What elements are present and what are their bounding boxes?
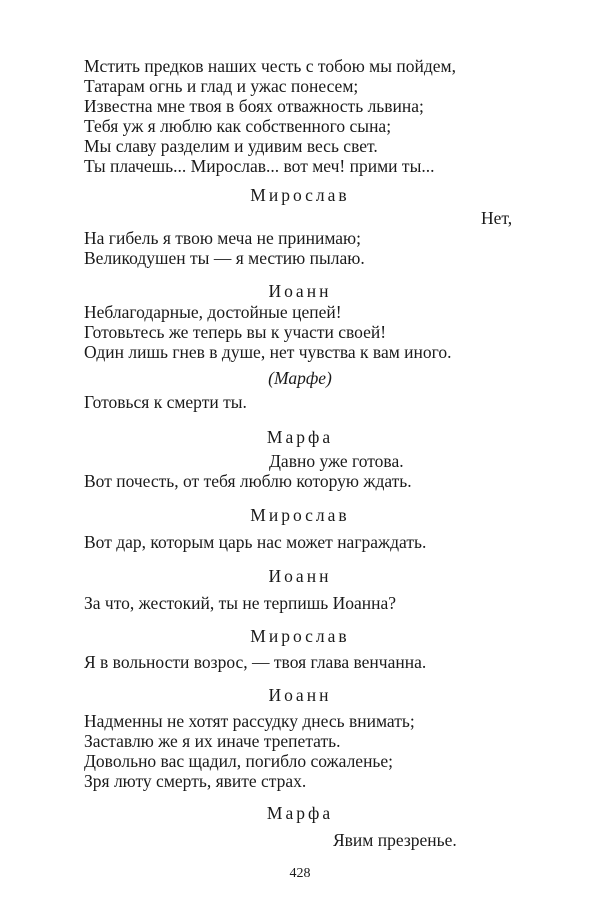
speaker-name: Марфа <box>266 803 334 823</box>
verse-line: Нет, <box>481 208 513 228</box>
verse-line: Давно уже готова. <box>269 451 404 471</box>
speaker-name: Марфа <box>266 427 334 447</box>
stage-direction: (Марфе) <box>268 368 332 388</box>
verse-line: Известна мне твоя в боях отважность львина; <box>84 96 424 116</box>
verse-line: Зря люту смерть, явите страх. <box>84 771 307 791</box>
verse-line: Заставлю же я их иначе трепетать. <box>84 731 341 751</box>
verse-line: Вот дар, которым царь нас может награждать. <box>84 532 427 552</box>
verse-line: На гибель я твою меча не принимаю; <box>84 228 361 248</box>
speaker-name: Иоанн <box>268 566 332 586</box>
verse-line: Неблагодарные, достойные цепей! <box>84 302 342 322</box>
verse-line: Один лишь гнев в душе, нет чувства к вам иного. <box>84 342 452 362</box>
verse-line: Тебя уж я люблю как собственного сына; <box>84 116 392 136</box>
verse-line: Великодушен ты — я местию пылаю. <box>84 248 365 268</box>
verse-line: Довольно вас щадил, погибло сожаленье; <box>84 751 394 771</box>
speaker-name: Иоанн <box>268 685 332 705</box>
verse-line: Готовься к смерти ты. <box>84 392 247 412</box>
verse-line: Готовьтесь же теперь вы к участи своей! <box>84 322 387 342</box>
speaker-name: Мирослав <box>250 505 350 525</box>
verse-line: Явим презренье. <box>333 830 457 850</box>
speaker-name: Иоанн <box>268 281 332 301</box>
verse-line: Ты плачешь... Мирослав... вот меч! прими ты... <box>84 156 435 176</box>
speaker-name: Мирослав <box>250 626 350 646</box>
speaker-name: Мирослав <box>250 185 350 205</box>
verse-line: За что, жестокий, ты не терпишь Иоанна? <box>84 593 397 613</box>
page-number: 428 <box>289 866 311 881</box>
verse-line: Мстить предков наших честь с тобою мы пойдем, <box>84 56 456 76</box>
verse-line: Вот почесть, от тебя люблю которую ждать. <box>84 471 412 491</box>
verse-line: Татарам огнь и глад и ужас понесем; <box>84 76 359 96</box>
verse-line: Мы славу разделим и удивим весь свет. <box>84 136 378 156</box>
verse-line: Я в вольности возрос, — твоя глава венчанна. <box>84 652 427 672</box>
verse-line: Надменны не хотят рассудку днесь внимать; <box>84 711 415 731</box>
